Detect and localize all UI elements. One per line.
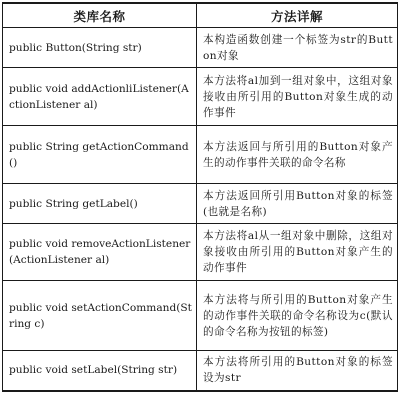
method-description: 本方法返回所引用Button对象的标签(也就是名称) xyxy=(197,184,398,224)
button-methods-table xyxy=(2,2,398,392)
method-signature: public String getLabel() xyxy=(3,184,197,224)
table-row xyxy=(3,184,398,224)
table-row xyxy=(3,126,398,184)
method-signature: public String getActionCommand() xyxy=(3,126,197,184)
method-signature: public void removeActionListener(ActionListener al) xyxy=(3,224,197,281)
method-signature: public void setLabel(String str) xyxy=(3,351,197,391)
table-row xyxy=(3,281,398,351)
method-signature: public void addActionliListener(ActionListener al) xyxy=(3,68,197,126)
method-description: 本构造函数创建一个标签为str的Button对象 xyxy=(197,28,398,68)
table-header-row xyxy=(3,3,398,28)
table-row xyxy=(3,224,398,281)
method-signature: public Button(String str) xyxy=(3,28,197,68)
table-row xyxy=(3,68,398,126)
method-description: 本方法返回与所引用的Button对象产生的动作事件关联的命令名称 xyxy=(197,126,398,184)
method-description: 本方法将与所引用的Button对象产生的动作事件关联的命令名称设为c(默认的命令名称为按钮的标签) xyxy=(197,281,398,351)
header-class-library-name: 类库名称 xyxy=(3,3,197,28)
method-signature: public void setActionCommand(String c) xyxy=(3,281,197,351)
method-description: 本方法将al加到一组对象中，这组对象接收由所引用的Button对象生成的动作事件 xyxy=(197,68,398,126)
header-method-description: 方法详解 xyxy=(197,3,398,28)
table-row xyxy=(3,351,398,391)
table-row xyxy=(3,28,398,68)
method-description: 本方法将所引用的Button对象的标签设为str xyxy=(197,351,398,391)
method-description: 本方法将al从一组对象中删除，这组对象接收由所引用的Button对象产生的动作事件 xyxy=(197,224,398,281)
